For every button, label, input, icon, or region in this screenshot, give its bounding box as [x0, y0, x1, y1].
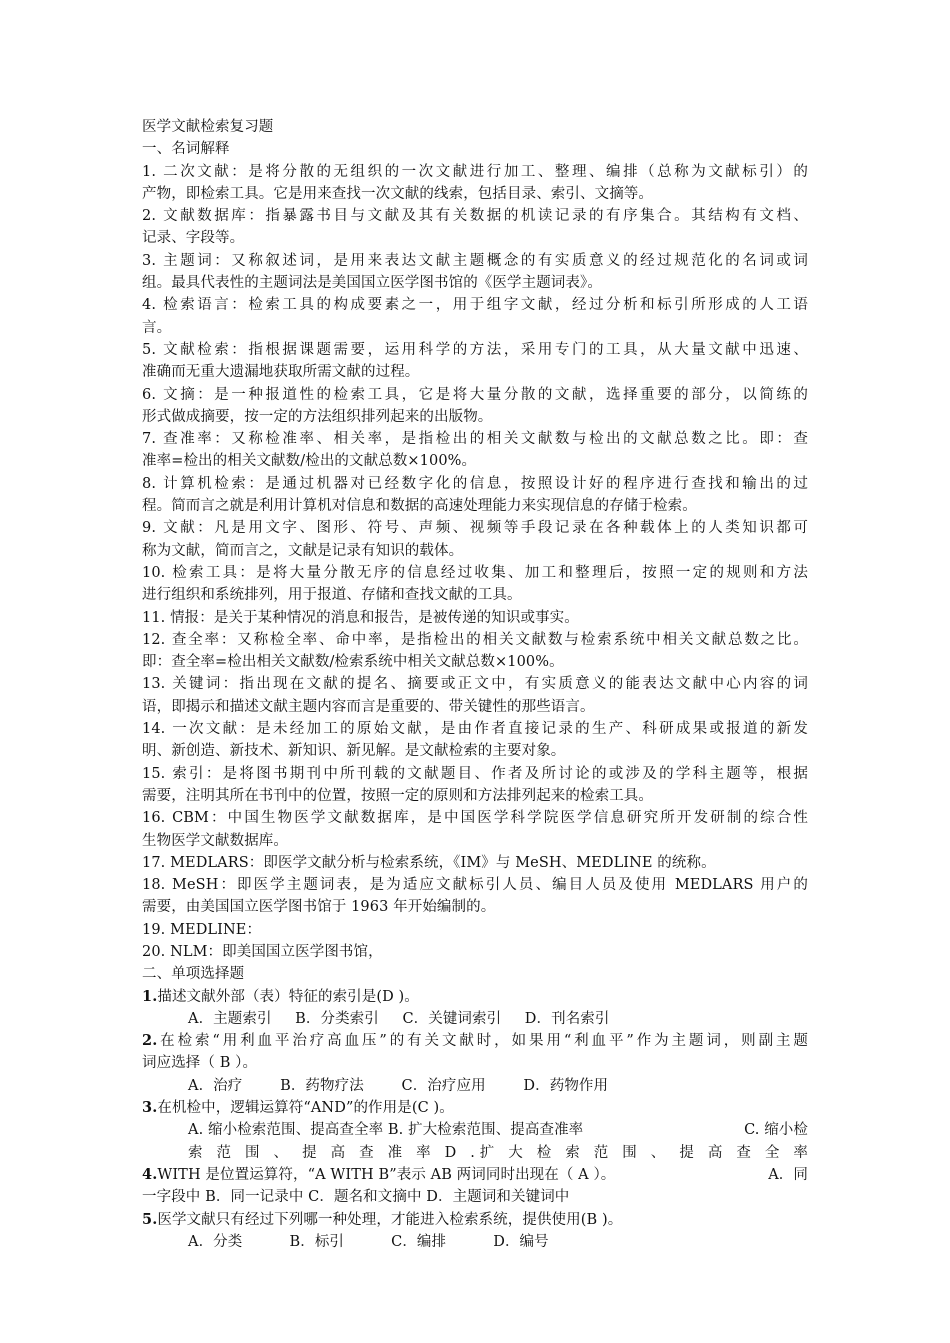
question-5: [142, 1209, 808, 1254]
option-char: 检: [536, 1144, 552, 1161]
section-heading: 二、单项选择题: [142, 966, 245, 983]
question-text: 描述文献外部（表）特征的索引是(D )。: [157, 988, 419, 1005]
definition-line: 生物医学文献数据库。: [142, 832, 288, 849]
option: B．分类索引: [295, 1010, 379, 1027]
definition-line: 需要，由美国国立医学图书馆于 1963 年开始编制的。: [142, 899, 496, 916]
definition-line: 5. 文献检索：指根据课题需要，运用科学的方法，采用专门的工具，从大量文献中迅速、: [142, 341, 808, 358]
option-char: 全: [764, 1144, 780, 1161]
definition-line: 6. 文摘：是一种报道性的检索工具，它是将大量分散的文献，选择重要的部分，以简练的: [142, 386, 808, 403]
option: C．治疗应用: [401, 1077, 486, 1094]
definition-line: 记录、字段等。: [142, 230, 245, 247]
option-char: 查: [359, 1144, 374, 1161]
question-options: [142, 1008, 808, 1030]
definition-line: 程。简而言之就是利用计算机对信息和数据的高速处理能力来实现信息的存储于检索。: [142, 498, 697, 515]
question-1: [142, 986, 808, 1031]
option-char: 准: [387, 1144, 403, 1161]
question-text: 在机检中，逻辑运算符“AND”的作用是(C )。: [157, 1100, 454, 1117]
definition-line: 13. 关键词：指出现在文献的提名、摘要或正文中，有实质意义的能表达文献中心内容的词: [142, 676, 808, 693]
definition-line: 1. 二次文献：是将分散的无组织的一次文献进行加工、整理、编排（总称为文献标引）的: [142, 163, 808, 180]
option: B．标引: [289, 1233, 345, 1250]
option: D．刊名索引: [524, 1010, 610, 1027]
option: C．关键词索引: [402, 1010, 502, 1027]
question-number: 4.: [142, 1165, 158, 1183]
question-number: 2.: [142, 1032, 158, 1050]
option: A. 缩小检索范围、提高查全率 B. 扩大检索范围、提高查准率: [188, 1122, 584, 1139]
option: B．药物疗法: [280, 1077, 364, 1094]
definition-line: 需要，注明其所在书刊中的位置，按照一定的原则和方法排列起来的检索工具。: [142, 787, 653, 804]
question-options: 一字段中 B．同一记录中 C．题名和文摘中 D．主题词和关键词中: [142, 1189, 570, 1206]
definition-line: 10. 检索工具：是将大量分散无序的信息经过收集、加工和整理后，按照一定的规则和方法: [142, 564, 808, 581]
option-char: D: [444, 1144, 457, 1161]
definition-line: 9. 文献：凡是用文字、图形、符号、声频、视频等手段记录在各种载体上的人类知识都可: [142, 520, 808, 537]
option-char: 高: [707, 1144, 723, 1161]
question-number: 3.: [142, 1099, 158, 1117]
question-3: [142, 1097, 808, 1164]
definition-line: 15. 索引：是将图书期刊中所刊载的文献题目、作者及所讨论的或涉及的学科主题等，根据: [142, 765, 808, 782]
question-stem: [142, 1164, 808, 1186]
definition-line: 言。: [142, 319, 172, 336]
option: D．编号: [493, 1233, 549, 1250]
option-char: 围: [622, 1144, 637, 1161]
section-heading: 一、名词解释: [142, 141, 230, 158]
question-options: [142, 1231, 808, 1253]
definition-line: 准确而无重大遗漏地获取所需文献的过程。: [142, 364, 420, 381]
definition-line: 12. 查全率：又称检全率、命中率，是指检出的相关文献数与检索系统中相关文献总数之比。: [142, 631, 808, 648]
document-title: 医学文献检索复习题: [142, 119, 274, 135]
definition-line: 7. 查准率：又称检准率、相关率，是指检出的相关文献数与检出的文献总数之比。即：查: [142, 431, 808, 448]
option-char: 提: [679, 1144, 694, 1161]
option-char: 率: [416, 1144, 431, 1161]
option-char: 范: [216, 1144, 232, 1161]
definition-line: 形式做成摘要，按一定的方法组织排列起来的出版物。: [142, 408, 493, 425]
option-char: . 扩: [470, 1144, 495, 1161]
question-stem: [142, 1097, 808, 1119]
question-text: WITH 是位置运算符，“A WITH B”表示 AB 两词同时出现在（ A ）。: [157, 1166, 616, 1183]
document-body: [142, 116, 808, 1253]
question-options-continued: [142, 1142, 808, 1164]
definition-line: 19. MEDLINE：: [142, 921, 262, 938]
definition-line: 11. 情报：是关于某种情况的消息和报告，是被传递的知识或事实。: [142, 609, 579, 626]
option-char: 索: [565, 1144, 580, 1161]
option: C．编排: [391, 1233, 447, 1250]
option: A．同: [768, 1166, 808, 1183]
definition-line: 16. CBM：中国生物医学文献数据库，是中国医学科学院医学信息研究所开发研制的综合性: [142, 810, 808, 827]
option-char: 查: [736, 1144, 751, 1161]
definition-line: 2. 文献数据库：指暴露书目与文献及其有关数据的机读记录的有序集合。其结构有文档、: [142, 208, 808, 225]
option-char: 大: [508, 1144, 523, 1161]
definition-line: 称为文献，简而言之，文献是记录有知识的载体。: [142, 542, 464, 559]
question-4: [142, 1164, 808, 1209]
option-char: 提: [302, 1144, 317, 1161]
definition-line: 即：查全率=检出相关文献数/检索系统中相关文献总数×100%。: [142, 654, 564, 671]
question-stem: [142, 1209, 808, 1231]
question-options: [142, 1075, 808, 1097]
definition-line: 20. NLM：即美国国立医学图书馆，: [142, 943, 383, 960]
question-options: [142, 1119, 808, 1141]
option-char: 、: [650, 1144, 666, 1161]
definition-line: 语，即揭示和描述文献主题内容而言是重要的、带关键性的那些语言。: [142, 698, 595, 715]
definition-line: 明、新创造、新技术、新知识、新见解。是文献检索的主要对象。: [142, 743, 566, 760]
option-char: 索: [188, 1144, 203, 1161]
question-2: [142, 1030, 808, 1097]
definition-line: 组。最具代表性的主题词法是美国国立医学图书馆的《医学主题词表》。: [142, 275, 602, 292]
option: A．主题索引: [188, 1010, 272, 1027]
question-text: 医学文献只有经过下列哪一种处理，才能进入检索系统，提供使用(B )。: [157, 1211, 623, 1228]
option-char: 率: [793, 1144, 808, 1161]
definition-line: 产物，即检索工具。它是用来查找一次文献的线索，包括目录、索引、文摘等。: [142, 185, 653, 202]
definition-line: 4. 检索语言：检索工具的构成要素之一，用于组字文献，经过分析和标引所形成的人工语: [142, 297, 808, 314]
option-char: 、: [273, 1144, 289, 1161]
question-stem: [142, 986, 808, 1008]
definition-list: [142, 161, 808, 964]
definition-line: 17. MEDLARS：即医学文献分析与检索系统，《IM》与 MeSH、MEDLINE 的统称。: [142, 854, 716, 871]
option: A．治疗: [188, 1077, 243, 1094]
definition-line: 进行组织和系统排列，用于报道、存储和查找文献的工具。: [142, 587, 522, 604]
option-char: 范: [593, 1144, 609, 1161]
definition-line: 14. 一次文献：是未经加工的原始文献，是由作者直接记录的生产、科研成果或报道的新发: [142, 721, 808, 738]
definition-line: 3. 主题词：又称叙述词，是用来表达文献主题概念的有实质意义的经过规范化的名词或词: [142, 252, 808, 269]
definition-line: 准率=检出的相关文献数/检出的文献总数×100%。: [142, 453, 477, 470]
option: C. 缩小检: [744, 1122, 808, 1139]
definition-line: 8. 计算机检索：是通过机器对已经数字化的信息，按照设计好的程序进行查找和输出的过: [142, 475, 808, 492]
definition-line: 18. MeSH：即医学主题词表，是为适应文献标引人员、编目人员及使用 MEDLARS 用户的: [142, 877, 808, 894]
option: D．药物作用: [523, 1077, 609, 1094]
option: A．分类: [188, 1233, 243, 1250]
question-stem: [142, 1030, 808, 1052]
question-text: 在检索“用利血平治疗高血压”的有关文献时，如果用“利血平”作为主题词，则副主题: [157, 1033, 808, 1050]
option-char: 高: [330, 1144, 346, 1161]
option-char: 围: [245, 1144, 260, 1161]
question-number: 5.: [142, 1210, 158, 1228]
question-number: 1.: [142, 987, 158, 1005]
question-text: 词应选择（ B ）。: [142, 1055, 258, 1072]
